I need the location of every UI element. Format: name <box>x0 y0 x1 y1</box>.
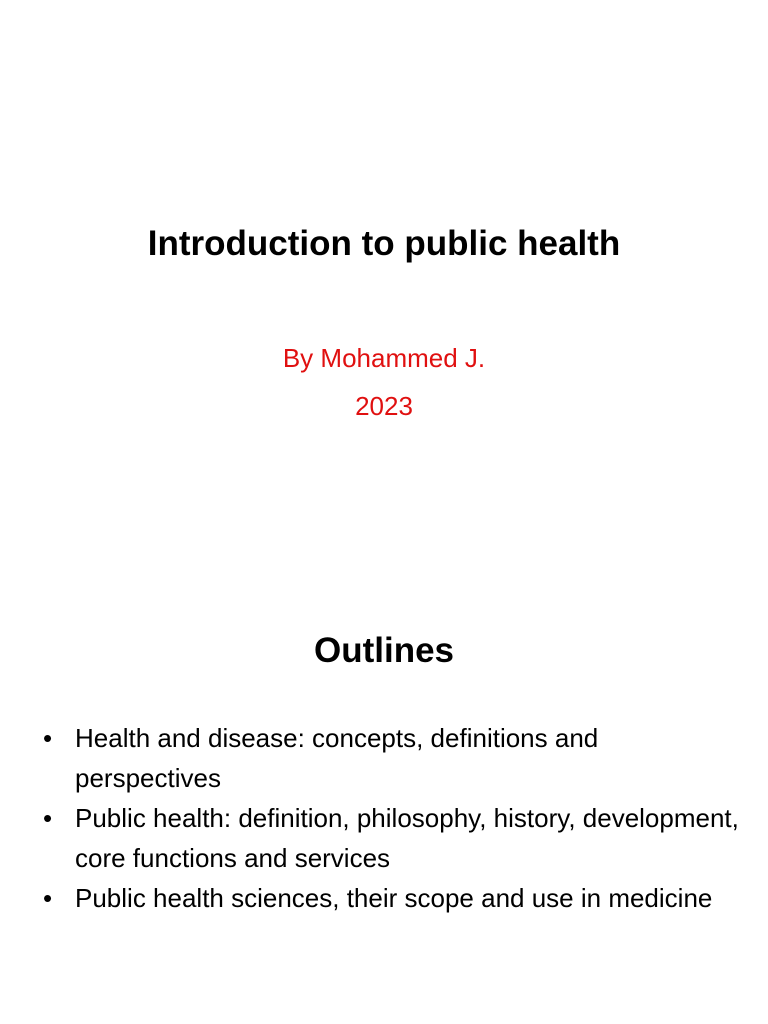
presentation-title: Introduction to public health <box>147 224 621 263</box>
author-line: By Mohammed J. <box>282 343 486 373</box>
outline-title: Outlines <box>313 631 455 670</box>
outline-list <box>40 718 740 918</box>
list-item <box>40 718 740 798</box>
list-item-text: Public health sciences, their scope and use in medicine <box>75 883 713 913</box>
list-item-text: Public health: definition, philosophy, history, development, core functions and services <box>75 803 739 873</box>
bullet-icon: • <box>43 883 53 913</box>
outline-slide <box>0 540 768 1024</box>
year-line: 2023 <box>355 391 413 421</box>
list-item-text: Health and disease: concepts, definitions and perspectives <box>75 723 599 793</box>
list-item <box>40 798 740 878</box>
presentation-subtitle <box>0 334 768 430</box>
bullet-icon: • <box>43 803 53 833</box>
list-item <box>40 878 740 918</box>
bullet-icon: • <box>43 723 53 753</box>
